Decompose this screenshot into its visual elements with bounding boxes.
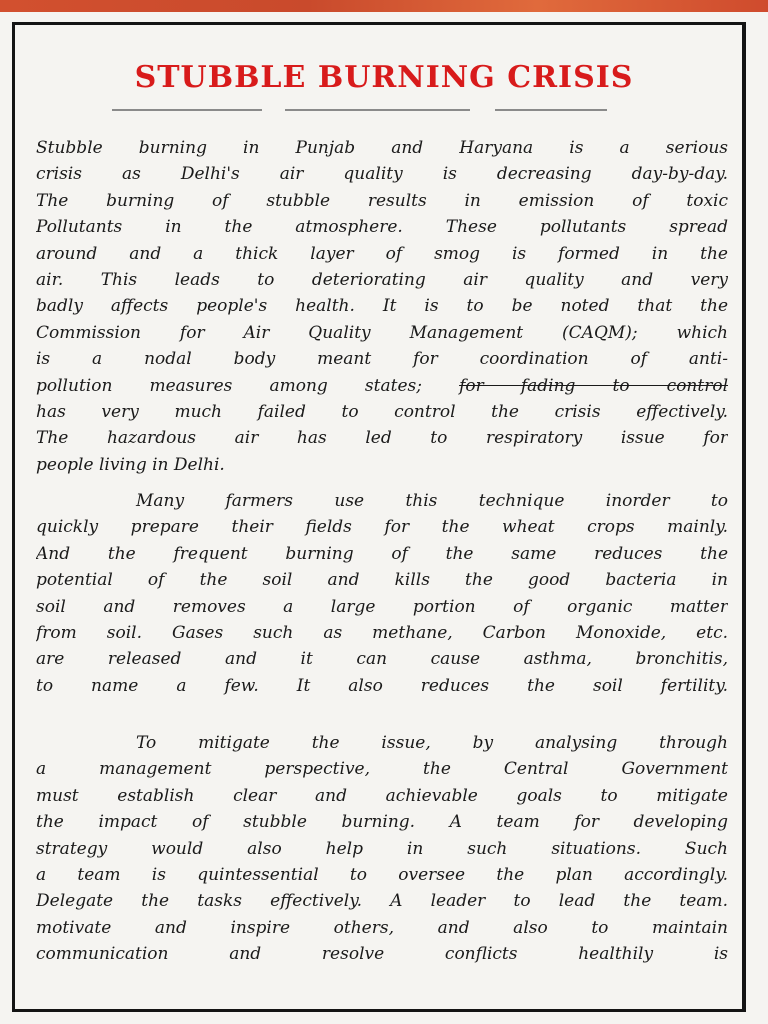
paragraph-3 [36, 730, 728, 968]
text-line: around and a thick layer of smog is formed in the [36, 243, 728, 264]
text-line: potential of the soil and kills the good bacteria in [36, 570, 728, 591]
text-line: The burning of stubble results in emission of toxic [36, 190, 728, 211]
text-line: is a nodal body meant for coordination of anti- [36, 349, 728, 370]
text-segment: pollution measures among states; [36, 375, 460, 396]
text-line-with-strikethrough [36, 373, 728, 399]
text-line: must establish clear and achievable goals to mitigate [36, 785, 728, 806]
text-line: badly affects people's health. It is to be noted that the [36, 296, 728, 317]
text-line: The hazardous air has led to respiratory issue for [36, 428, 728, 449]
paragraph-2 [36, 488, 728, 699]
text-line: Delegate the tasks effectively. A leader to lead the team. [36, 891, 728, 912]
text-line: a management perspective, the Central Government [36, 759, 728, 780]
text-line: strategy would also help in such situations. Such [36, 838, 728, 859]
text-line: Commission for Air Quality Management (CAQM); which [36, 322, 728, 343]
text-line: air. This leads to deteriorating air quality and very [36, 269, 728, 290]
title-underline-2 [285, 109, 470, 111]
text-line: Stubble burning in Punjab and Haryana is a serious [36, 138, 728, 158]
title-underline-3 [495, 109, 607, 111]
text-line: motivate and inspire others, and also to maintain [36, 917, 728, 938]
text-line: are released and it can cause asthma, bronchitis, [36, 649, 728, 670]
text-line: And the frequent burning of the same reduces the [36, 543, 728, 564]
text-line: has very much failed to control the crisis effectively. [36, 401, 728, 422]
text-line: communication and resolve conflicts healthily is [36, 944, 728, 965]
paragraph-1 [36, 135, 728, 478]
text-line: from soil. Gases such as methane, Carbon Monoxide, etc. [36, 622, 728, 643]
title-underline-1 [112, 109, 262, 111]
text-line: the impact of stubble burning. A team for developing [36, 812, 728, 833]
text-line: To mitigate the issue, by analysing through [136, 733, 728, 753]
text-line: quickly prepare their fields for the wheat crops mainly. [36, 517, 728, 538]
text-line: Many farmers use this technique inorder to [136, 491, 728, 511]
text-line: crisis as Delhi's air quality is decreasing day-by-day. [36, 164, 728, 185]
text-line: soil and removes a large portion of organic matter [36, 596, 728, 617]
text-line: to name a few. It also reduces the soil fertility. [36, 675, 728, 696]
page-title: STUBBLE BURNING CRISIS [134, 60, 634, 95]
text-line: people living in Delhi. [36, 454, 225, 475]
struck-through-text: for fading to control [459, 375, 728, 396]
text-line: a team is quintessential to oversee the plan accordingly. [36, 864, 728, 885]
text-line: Pollutants in the atmosphere. These pollutants spread [36, 217, 728, 238]
